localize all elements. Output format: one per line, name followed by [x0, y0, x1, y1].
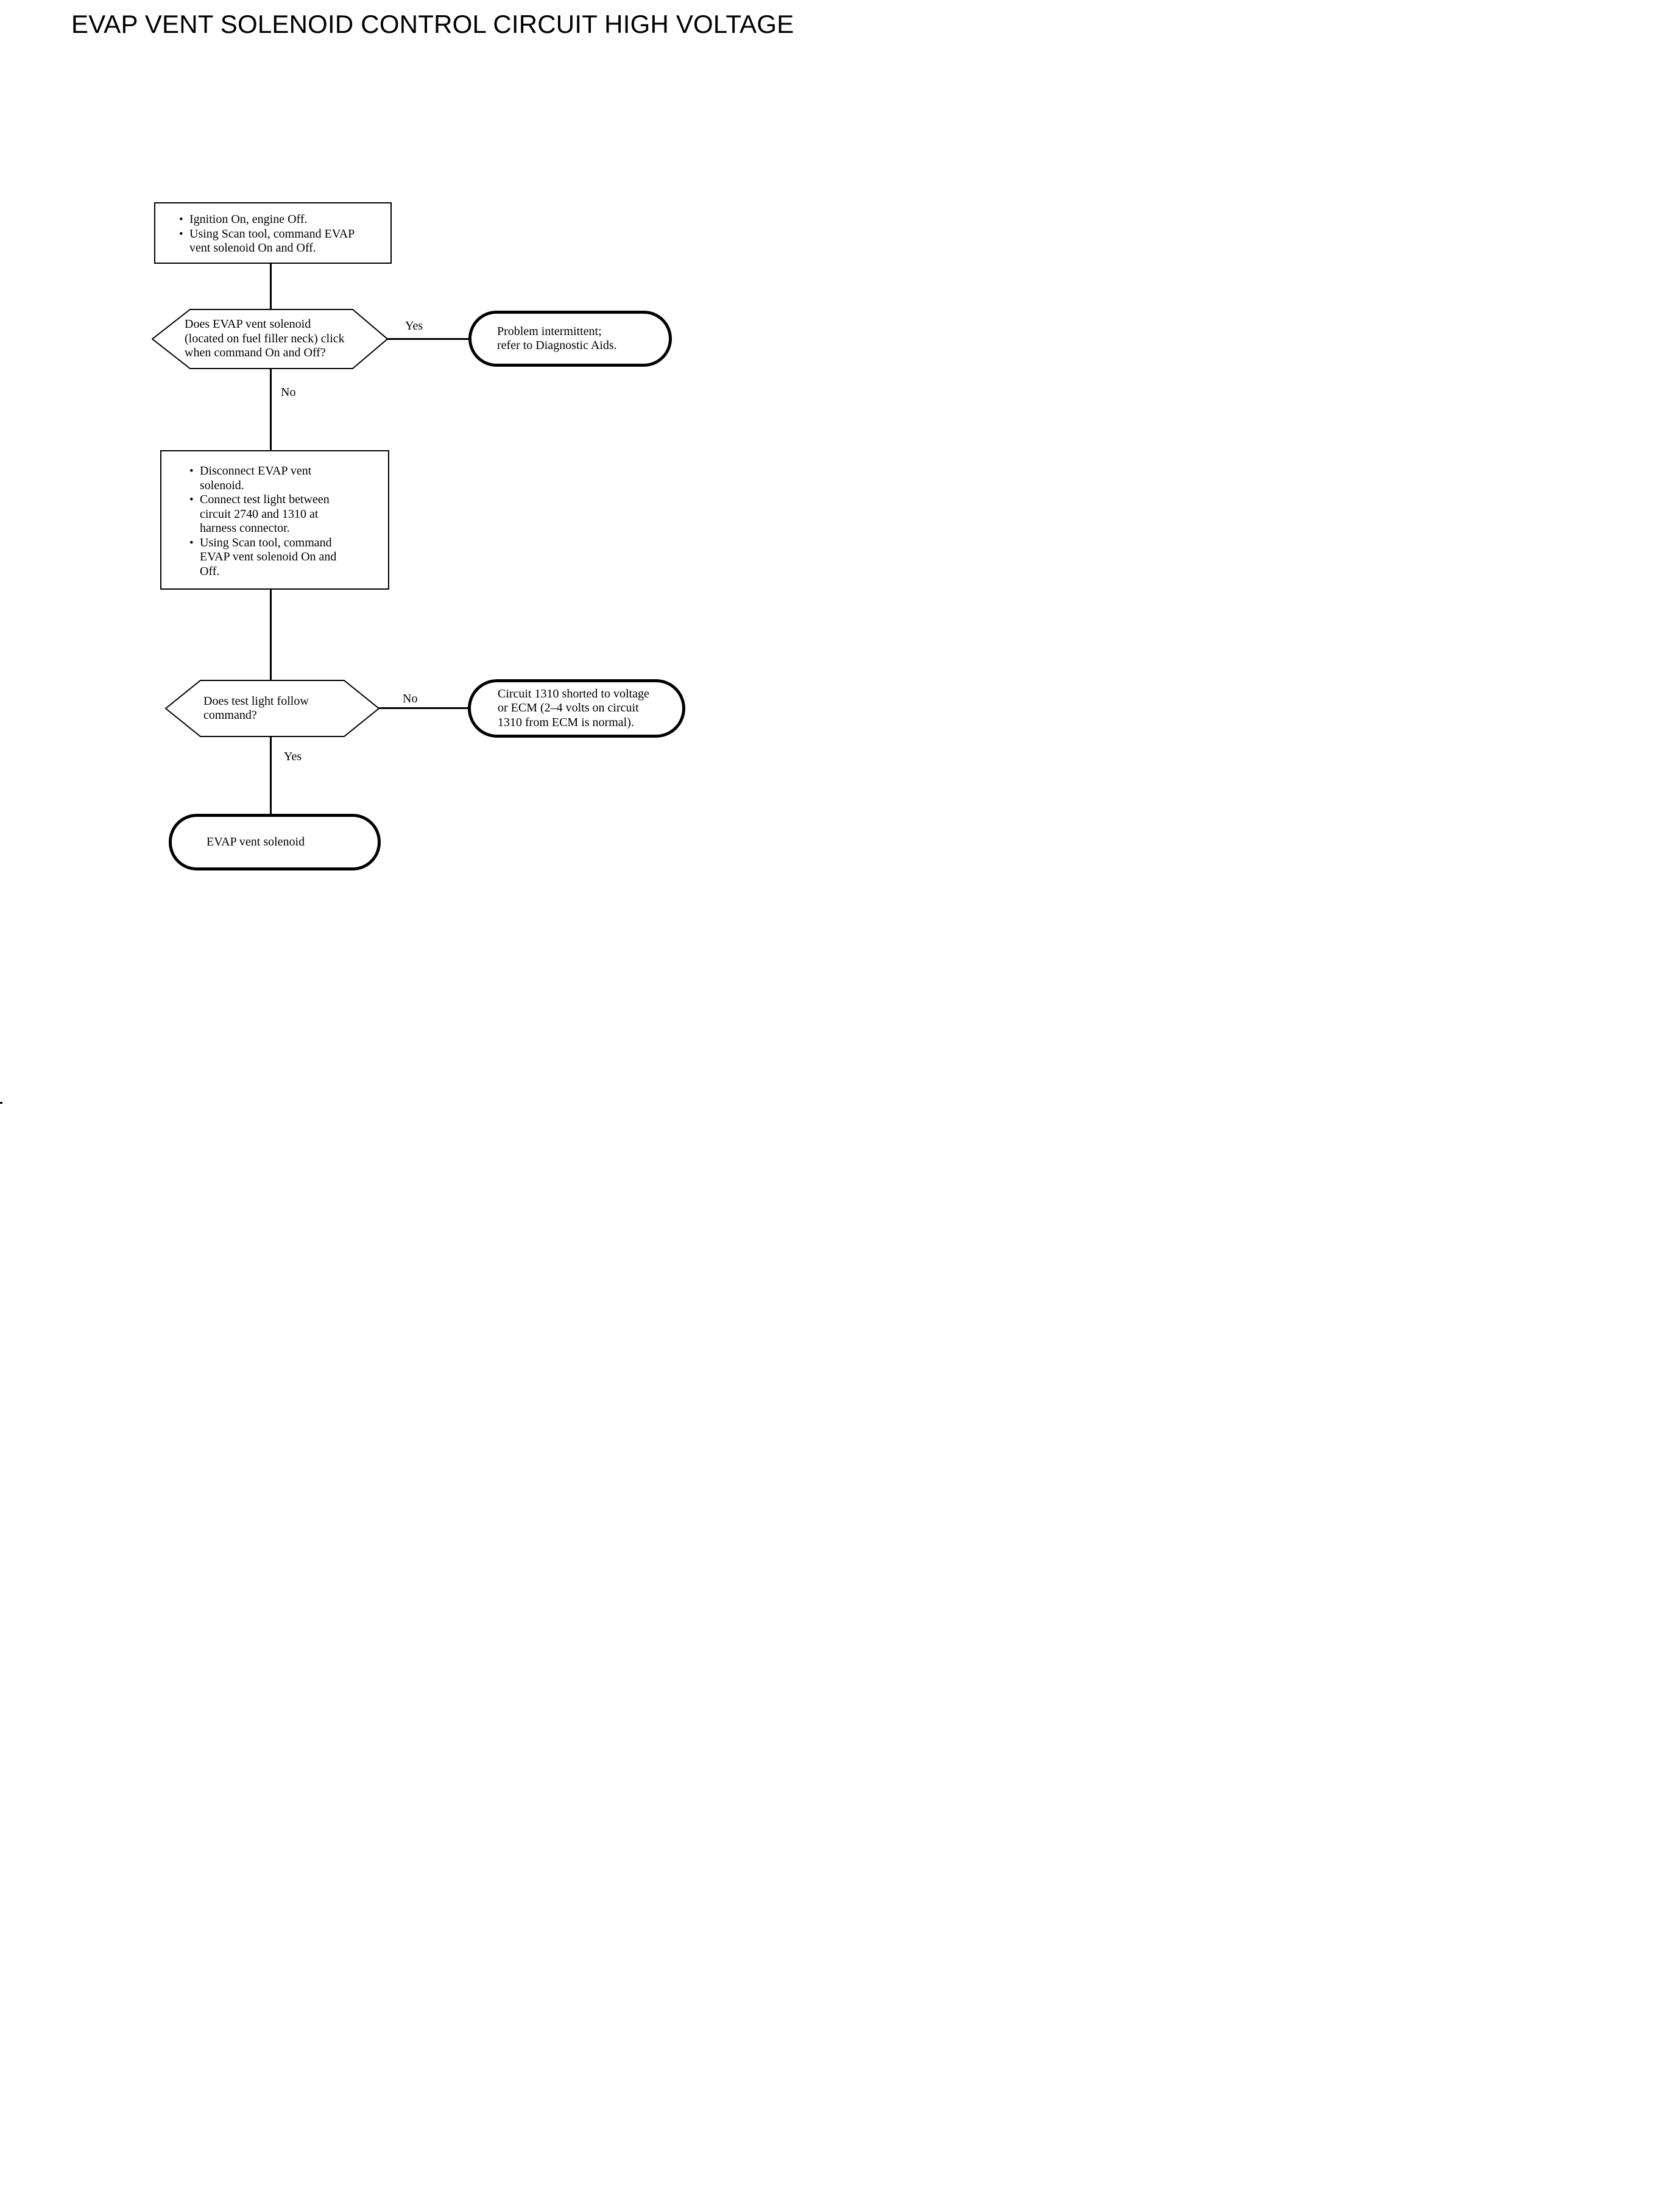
- step2-item-1: [189, 464, 376, 493]
- step1-item-2-text: Using Scan tool, command EVAP vent solenoid On and Off.: [189, 227, 355, 255]
- bullet-icon: •: [179, 213, 183, 226]
- step2-item-3-text: Using Scan tool, command EVAP vent solenoid On and Off.: [200, 535, 337, 578]
- bullet-icon: •: [189, 465, 194, 478]
- page-title: EVAP VENT SOLENOID CONTROL CIRCUIT HIGH VOLTAGE: [71, 10, 794, 38]
- bullet-icon: •: [179, 227, 183, 241]
- decision2-question: Does test light follow command?: [203, 694, 309, 722]
- connector-step1-decision1: [270, 264, 272, 309]
- terminal-short-stadium: [468, 679, 685, 738]
- connector-decision2-terminal2: [379, 707, 468, 709]
- step2-item-2: [189, 493, 376, 536]
- step1-item-1-text: Ignition On, engine Off.: [189, 213, 308, 226]
- terminal-solenoid-stadium: [169, 814, 381, 870]
- step1-item-1: [179, 213, 378, 227]
- decision2-yes-label: Yes: [284, 750, 302, 763]
- connector-decision1-step2: [270, 369, 272, 450]
- terminal-intermittent-stadium: [468, 311, 672, 367]
- step1-item-2: [179, 227, 378, 256]
- connector-decision2-terminal3: [270, 736, 272, 814]
- step2-box: [160, 450, 389, 590]
- bullet-icon: •: [189, 536, 194, 549]
- step1-box: [154, 202, 392, 264]
- terminal-solenoid-text: EVAP vent solenoid: [206, 835, 305, 849]
- decision1-question: Does EVAP vent solenoid (located on fuel filler neck) click when command On and Off?: [185, 317, 345, 360]
- decision1-hexagon: [152, 309, 388, 369]
- flowchart-page: [0, 0, 840, 1105]
- decision1-yes-label: Yes: [405, 319, 423, 333]
- bullet-icon: •: [189, 493, 194, 506]
- decision1-no-label: No: [281, 386, 296, 399]
- step2-item-3: [189, 536, 376, 579]
- step2-item-2-text: Connect test light between circuit 2740 and 1310 at harness connector.: [200, 493, 330, 535]
- terminal-intermittent-text: Problem intermittent; refer to Diagnostic Aids.: [497, 324, 617, 352]
- connector-decision1-terminal1: [387, 338, 468, 340]
- scan-artifact: [0, 1102, 2, 1104]
- connector-step2-decision2: [270, 590, 272, 680]
- terminal-short-text: Circuit 1310 shorted to voltage or ECM (2–4 volts on circuit 1310 from ECM is normal).: [498, 687, 649, 729]
- step2-item-1-text: Disconnect EVAP vent solenoid.: [200, 464, 312, 492]
- decision2-no-label: No: [403, 692, 418, 705]
- decision2-hexagon: [165, 680, 379, 737]
